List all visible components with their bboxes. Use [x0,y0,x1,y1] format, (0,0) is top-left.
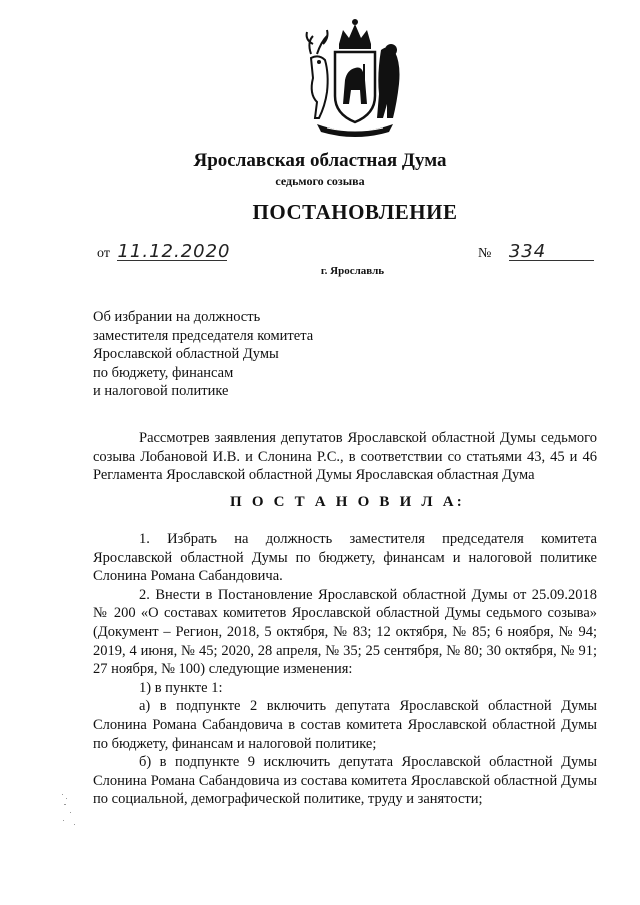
subject-line: и налоговой политике [93,383,229,399]
date-value: 11.12.2020 [117,241,231,262]
scan-speckle [60,790,90,830]
organization-title: Ярославская областная Дума [193,150,447,171]
item-2-1-b: б) в подпункте 9 исключить депутата Ярославской областной Думы Слонина Романа Сабандовича из состава комитета Ярославской областной Думы по социальной, демографической политике, труду и занятости; [93,754,597,808]
convocation-label: седьмого созыва [275,174,365,188]
document-number [478,241,594,262]
item-1: 1. Избрать на должность заместителя председателя комитета Ярославской областной Думы по бюджету, финансам и налоговой политике Слонина Романа Сабандовича. [93,531,597,585]
coat-of-arms-icon [297,14,413,140]
intro-paragraph [93,429,597,485]
item-2-1: 1) в пункте 1: [139,679,223,696]
city-label: г. Ярославль [320,265,385,277]
subject-line: заместителя председателя комитета [93,327,314,344]
decree-heading: П О С Т А Н О В И Л А: [230,494,465,510]
number-value: 334 [509,244,594,261]
intro-text: Рассмотрев заявления депутатов Ярославской областной Думы седьмого созыва Лобановой И.В. и Слонина Р.С., в соответствии со статьями 43, 45 и 46 Регламента Ярославской областной Думы Ярославская областная Дума [93,430,597,484]
document-date [97,241,231,262]
date-prefix: от [97,246,110,261]
decree-items [93,530,597,809]
subject-line: Об избрании на должность [93,309,261,325]
subject-line: по бюджету, финансам [93,364,234,381]
subject-block [93,308,313,401]
number-prefix: № [478,246,492,261]
item-2-1-a: а) в подпункте 2 включить депутата Ярославской областной Думы Слонина Романа Сабандовича в состав комитета Ярославской областной Думы по бюджету, финансам и налоговой политике; [93,698,597,752]
item-2: 2. Внести в Постановление Ярославской областной Думы от 25.09.2018 № 200 «О составах комитетов Ярославской областной Думы седьмого созыва» (Документ – Регион, 2018, 5 октября, № 83; 12 октября, № 85; 6 ноября, № 94; 2019, 4 июня, № 45; 2020, 28 апреля, № 35; 25 сентября, № 80; 30 октября, № 91; 27 ноября, № 100) следующие изменения: [93,586,597,678]
subject-line: Ярославской областной Думы [93,346,279,362]
document-type: ПОСТАНОВЛЕНИЕ [252,200,458,224]
